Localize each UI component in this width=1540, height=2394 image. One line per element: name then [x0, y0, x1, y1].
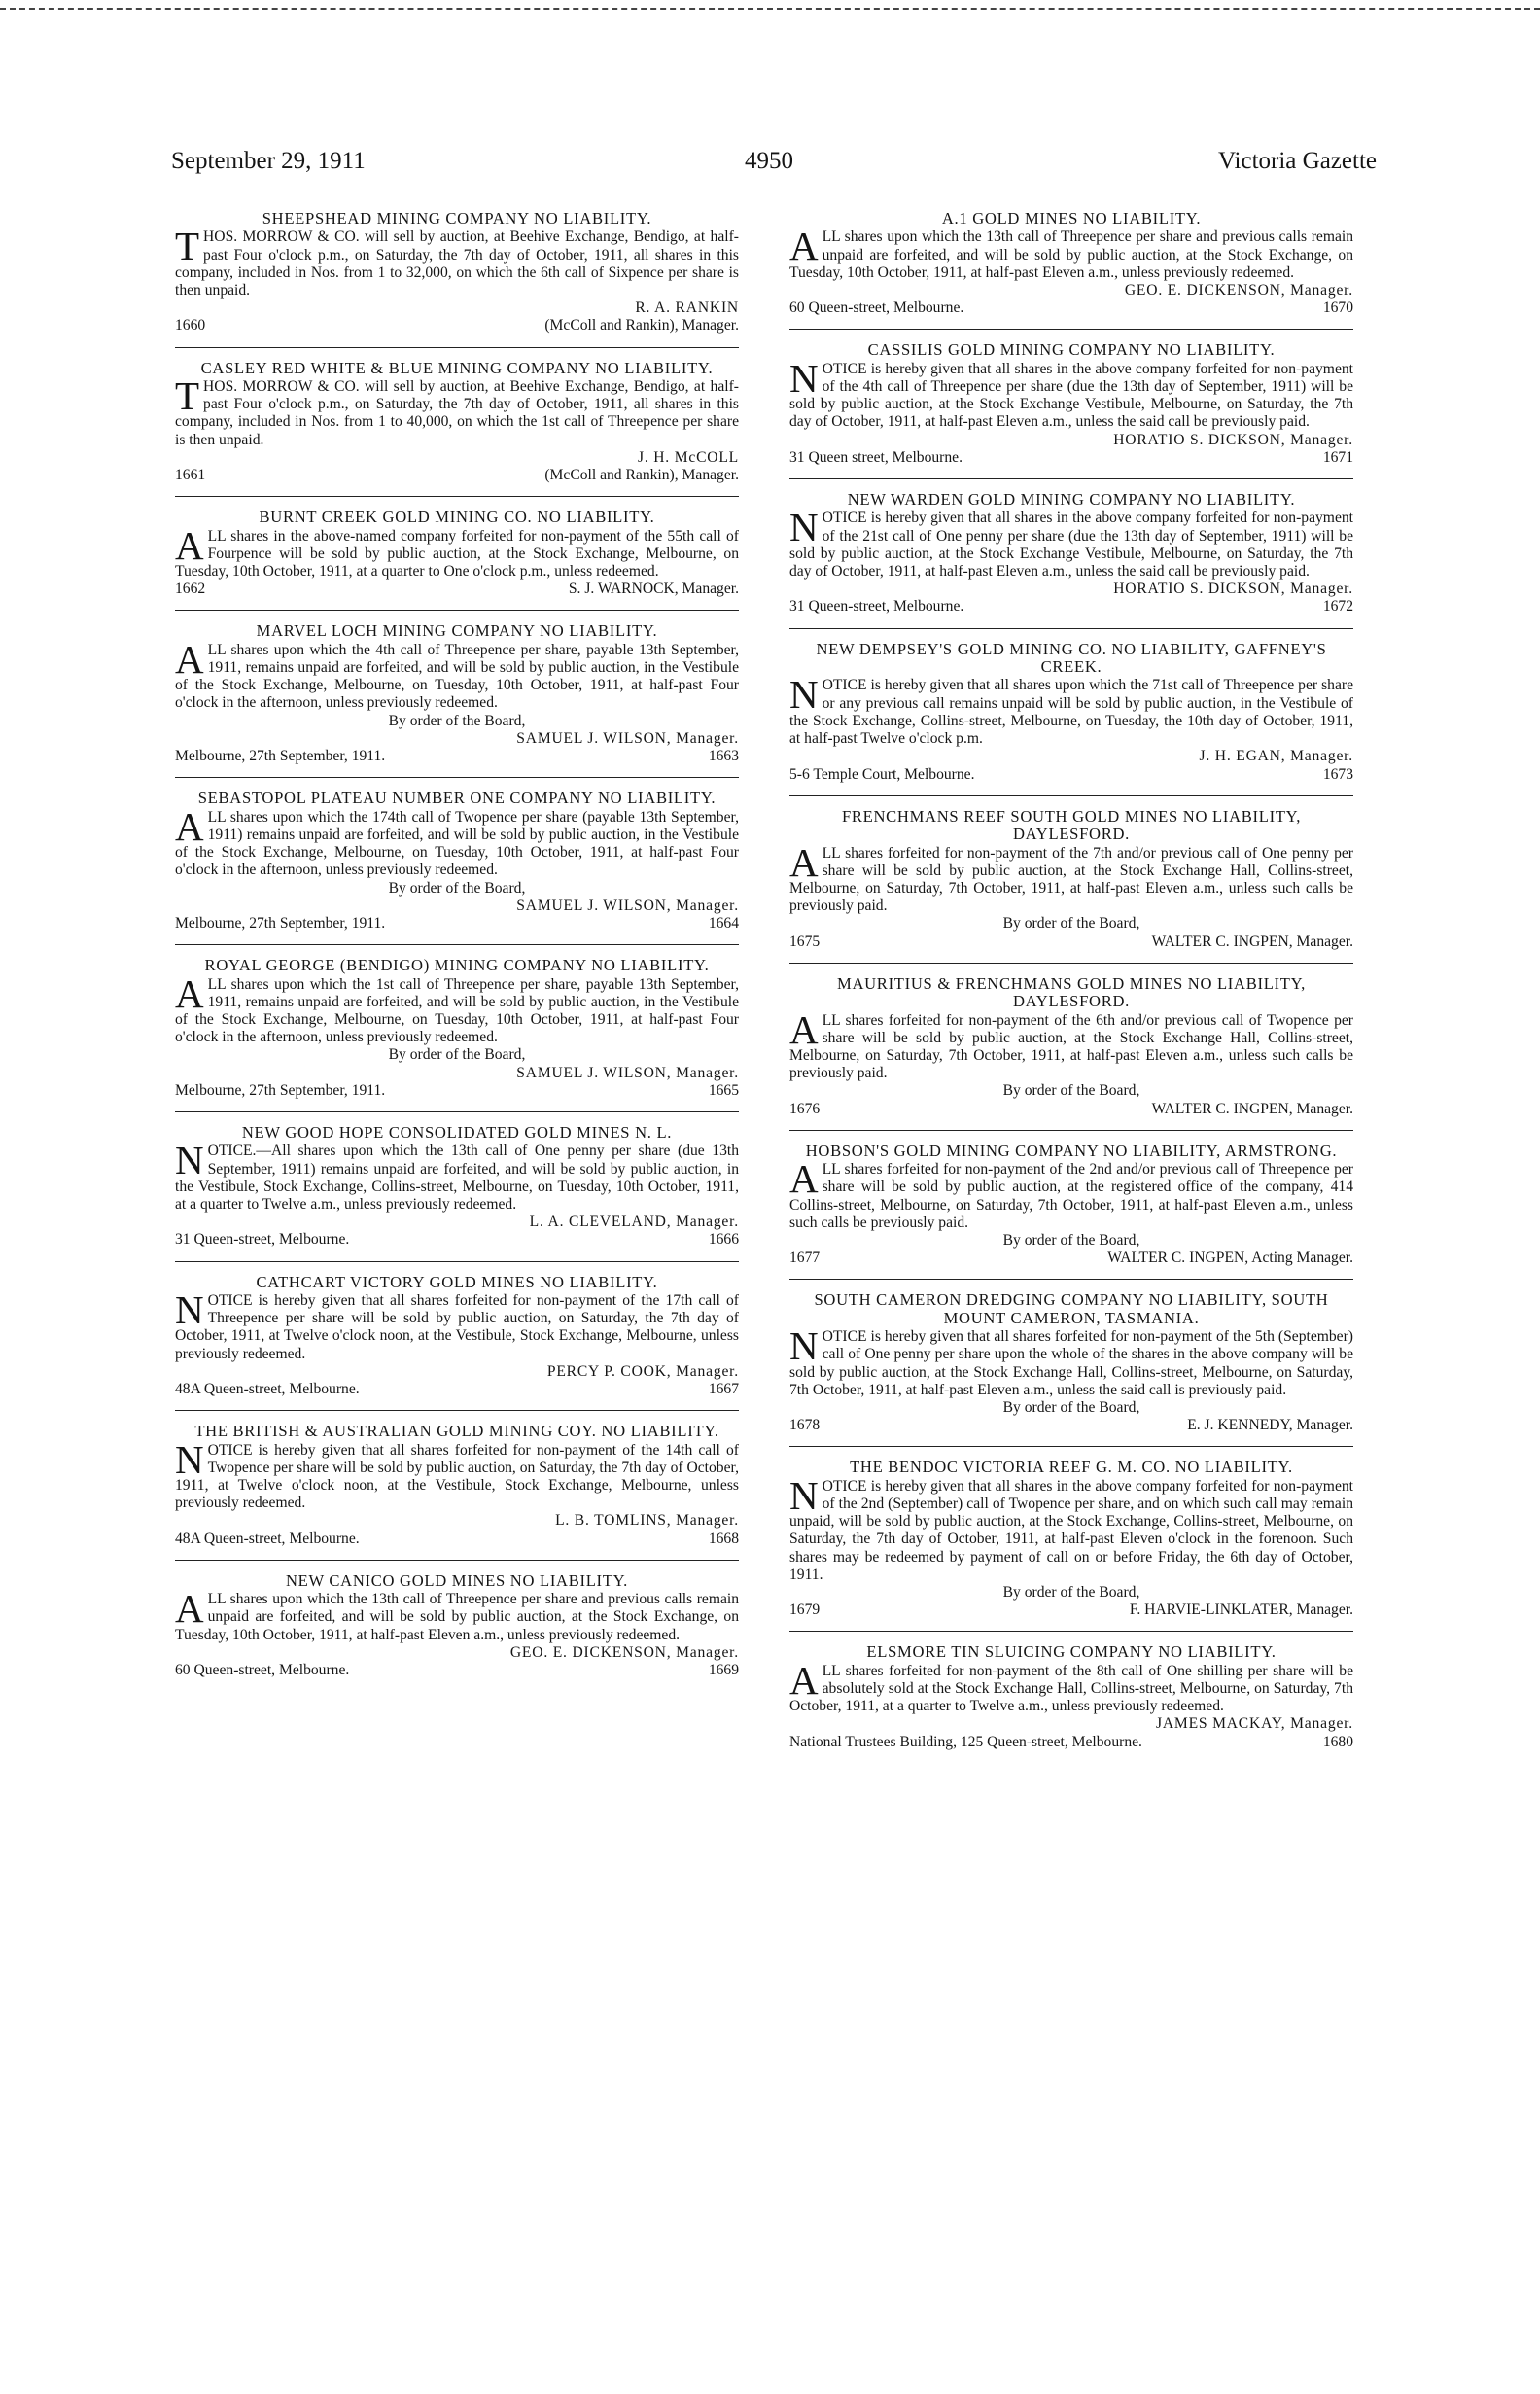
footer-text: 48A Queen-street, Melbourne.: [175, 1530, 360, 1547]
notice-footer: [175, 1662, 739, 1679]
notice-footer: [789, 933, 1353, 951]
notice-divider: [175, 944, 739, 945]
notice-divider: [789, 795, 1353, 796]
notice-divider: [175, 1560, 739, 1561]
signer-name: HORATIO S. DICKSON, Manager.: [1113, 431, 1353, 448]
by-order-line: By order of the Board,: [1002, 1399, 1140, 1417]
notice-divider: [175, 1111, 739, 1112]
notice-divider: [175, 347, 739, 348]
notice-footer: [175, 581, 739, 598]
notice-number: 1661: [175, 467, 206, 484]
notice: [175, 1423, 739, 1548]
notice-title: BURNT CREEK GOLD MINING CO. NO LIABILITY.: [259, 508, 655, 527]
page-header: [171, 148, 1377, 187]
notice: [789, 491, 1353, 616]
by-order-line: By order of the Board,: [388, 712, 526, 729]
notice-number: 1676: [789, 1100, 821, 1117]
notice-title: SHEEPSHEAD MINING COMPANY NO LIABILITY.: [262, 209, 652, 228]
by-order-line: By order of the Board,: [1002, 915, 1140, 933]
signature-line: [175, 730, 739, 748]
notice-title: ELSMORE TIN SLUICING COMPANY NO LIABILITY.: [866, 1642, 1277, 1662]
footer-text: WALTER C. INGPEN, Acting Manager.: [1107, 1250, 1353, 1267]
notice-body: ALL shares forfeited for non-payment of the 2nd and/or previous call of Threepence per share will be sold by public auction, at the registered office of the company, 414 Collins-street, Melbourne, on Saturday, 7th October, 1911, at half-past Eleven a.m., unless such calls be previously paid.: [789, 1156, 1353, 1231]
notice-footer: [789, 449, 1353, 467]
notice-divider: [175, 496, 739, 497]
notice-number: 1666: [708, 1231, 739, 1249]
footer-text: National Trustees Building, 125 Queen-street, Melbourne.: [789, 1733, 1142, 1750]
signer-name: GEO. E. DICKENSON, Manager.: [509, 1643, 739, 1661]
signer-name: R. A. RANKIN: [635, 299, 739, 317]
notice-body: ALL shares forfeited for non-payment of the 6th and/or previous call of Twopence per share will be sold by public auction, at the Stock Exchange Hall, Collins-street, Melbourne, on Saturday, 7th October, 1911, at half-past Eleven a.m., unless such calls be previously paid.: [789, 1006, 1353, 1082]
notice-footer: [789, 1101, 1353, 1118]
notice-body: ALL shares upon which the 13th call of Threepence per share and previous calls remain unpaid are forfeited, and will be sold by public auction, at the Stock Exchange, on Tuesday, 10th October, 1911, at half-past Eleven a.m., unless previously redeemed.: [789, 224, 1353, 281]
notice-divider: [789, 1279, 1353, 1280]
signer-name: J. H. EGAN, Manager.: [1199, 748, 1353, 765]
notice-title: THE BRITISH & AUSTRALIAN GOLD MINING COY. NO LIABILITY.: [194, 1422, 719, 1441]
notice-number: 1677: [789, 1250, 821, 1267]
signer-name: L. B. TOMLINS, Manager.: [555, 1512, 739, 1530]
signature-line: [789, 1715, 1353, 1733]
notice-number: 1662: [175, 581, 206, 598]
notice-body: THOS. MORROW & CO. will sell by auction, at Beehive Exchange, Bendigo, at half-past Four o'clock p.m., on Saturday, the 7th day of October, 1911, all shares in this company, included in Nos. from 1 to 32,000, on which the 6th call of Sixpence per share is then unpaid.: [175, 224, 739, 299]
signer-name: SAMUEL J. WILSON, Manager.: [516, 1064, 739, 1081]
notice-title: FRENCHMANS REEF SOUTH GOLD MINES NO LIABILITY, DAYLESFORD.: [841, 806, 1302, 844]
footer-text: Melbourne, 27th September, 1911.: [175, 914, 386, 932]
signature-line: [175, 1363, 739, 1381]
signature-line: [175, 299, 739, 317]
by-order-line: By order of the Board,: [388, 879, 526, 897]
notice: [789, 808, 1353, 951]
notice-divider: [789, 329, 1353, 330]
notice: [175, 957, 739, 1100]
signature-line: [175, 1065, 739, 1082]
notice: [789, 1459, 1353, 1619]
notice: [789, 1143, 1353, 1268]
notice-title: NEW WARDEN GOLD MINING COMPANY NO LIABILITY.: [847, 490, 1296, 510]
by-order-line: By order of the Board,: [388, 1046, 526, 1064]
notice: [789, 210, 1353, 317]
notice-title: CASLEY RED WHITE & BLUE MINING COMPANY NO LIABILITY.: [200, 358, 714, 377]
footer-text: 48A Queen-street, Melbourne.: [175, 1381, 360, 1397]
notice-footer: [789, 1250, 1353, 1267]
notice-body: ALL shares upon which the 4th call of Threepence per share, payable 13th September, 1911, remains unpaid are forfeited, and will be sold by public auction, in the Vestibule of the Stock Exchange, Melbourne, on Tuesday, 10th October, 1911, at half-past Four o'clock in the afternoon, unless previously redeemed.: [175, 636, 739, 712]
notice-number: 1675: [789, 933, 821, 950]
notice-footer: [175, 1231, 739, 1249]
footer-text: WALTER C. INGPEN, Manager.: [1151, 1100, 1353, 1117]
signature-line: [175, 449, 739, 467]
notice: [175, 509, 739, 598]
notice-number: 1673: [1322, 765, 1353, 783]
notice-body: NOTICE is hereby given that all shares forfeited for non-payment of the 17th call of Threepence per share will be sold by public auction, on Saturday, the 7th day of October, 1911, at Twelve o'clock noon, at the Vestibule, Stock Exchange, Melbourne, unless previously redeemed.: [175, 1286, 739, 1362]
notice-number: 1665: [708, 1081, 739, 1099]
top-perforation-line: [0, 8, 1540, 10]
notice-title: ROYAL GEORGE (BENDIGO) MINING COMPANY NO LIABILITY.: [204, 956, 710, 975]
notice: [789, 1643, 1353, 1750]
notice-number: 1679: [789, 1602, 821, 1619]
footer-text: 31 Queen-street, Melbourne.: [175, 1231, 350, 1249]
notice-number: 1680: [1322, 1733, 1353, 1750]
signature-line: [175, 1644, 739, 1662]
notice-number: 1669: [708, 1662, 739, 1679]
notice-footer: [789, 1734, 1353, 1751]
signer-name: PERCY P. COOK, Manager.: [546, 1362, 739, 1380]
signer-name: J. H. McCOLL: [637, 448, 739, 466]
notice-title: A.1 GOLD MINES NO LIABILITY.: [941, 209, 1202, 228]
notice-title: HOBSON'S GOLD MINING COMPANY NO LIABILITY, ARMSTRONG.: [805, 1141, 1338, 1160]
notice-number: 1678: [789, 1417, 821, 1434]
notice-footer: [175, 1531, 739, 1548]
notice-divider: [789, 1631, 1353, 1632]
notice-number: 1663: [708, 748, 739, 765]
notice-number: 1667: [708, 1381, 739, 1397]
notice-footer: [789, 1602, 1353, 1619]
notice-title: CATHCART VICTORY GOLD MINES NO LIABILITY.: [256, 1272, 658, 1291]
notice-number: 1670: [1322, 299, 1353, 317]
notice-number: 1671: [1322, 448, 1353, 466]
page-number: 4950: [745, 148, 793, 174]
notice-body: NOTICE.—All shares upon which the 13th call of One penny per share (due 13th September, 1911) remains unpaid are forfeited, and will be sold by public auction, in the Vestibule, Stock Exchange, Collins-street, Melbourne, on Tuesday, 10th October, 1911, at a quarter to Twelve a.m., unless previously redeemed.: [175, 1138, 739, 1213]
notice-divider: [175, 610, 739, 611]
notice-footer: [175, 748, 739, 765]
notice: [789, 641, 1353, 784]
issue-date: September 29, 1911: [171, 148, 366, 174]
notice-footer: [789, 766, 1353, 784]
notice: [175, 622, 739, 765]
notice-title: NEW CANICO GOLD MINES NO LIABILITY.: [285, 1570, 629, 1590]
footer-text: S. J. WARNOCK, Manager.: [568, 581, 739, 598]
signer-name: HORATIO S. DICKSON, Manager.: [1113, 581, 1353, 598]
notice: [175, 1274, 739, 1399]
notice-body: NOTICE is hereby given that all shares forfeited for non-payment of the 14th call of Twopence per share will be sold by public auction, on Saturday, the 7th day of October, 1911, at Twelve o'clock noon, at the Vestibule, Stock Exchange, Melbourne, unless previously redeemed.: [175, 1436, 739, 1512]
notice-number: 1664: [708, 914, 739, 932]
notice-body: NOTICE is hereby given that all shares in the above company forfeited for non-payment of the 4th call of Threepence per share (due the 13th day of September, 1911) will be sold by public auction, at the Stock Exchange Vestibule, Melbourne, on Saturday, the 7th day of October, 1911, at half-past Eleven a.m., unless the said call be previously paid.: [789, 355, 1353, 431]
footer-text: 31 Queen street, Melbourne.: [789, 448, 962, 466]
signature-line: [175, 1512, 739, 1530]
signature-line: [175, 898, 739, 915]
notice-footer: [175, 317, 739, 334]
right-column: [789, 210, 1353, 1761]
notice-divider: [789, 963, 1353, 964]
notice-body: NOTICE is hereby given that all shares in the above company forfeited for non-payment of the 21st call of One penny per share (due the 13th day of September, 1911) will be sold by public auction, at the Stock Exchange Vestibule, Melbourne, on Saturday, the 7th day of October, 1911, at half-past Eleven a.m., unless the said call be previously paid.: [789, 505, 1353, 581]
left-column: [175, 210, 739, 1689]
notice-title: SOUTH CAMERON DREDGING COMPANY NO LIABILITY, SOUTH MOUNT CAMERON, TASMANIA.: [814, 1290, 1329, 1327]
notice: [175, 790, 739, 933]
notice-body: ALL shares forfeited for non-payment of the 8th call of One shilling per share will be absolutely sold at the Stock Exchange Hall, Collins-street, Melbourne, on Saturday, 7th October, 1911, at a quarter to Twelve a.m., unless previously redeemed.: [789, 1657, 1353, 1715]
footer-text: Melbourne, 27th September, 1911.: [175, 1081, 386, 1099]
notice-body: ALL shares forfeited for non-payment of the 7th and/or previous call of One penny per share will be sold by public auction, at the Stock Exchange Hall, Collins-street, Melbourne, on Saturday, 7th October, 1911, at half-past Eleven a.m., unless such calls be previously paid.: [789, 839, 1353, 915]
signature-line: [175, 1214, 739, 1231]
notice-title: NEW DEMPSEY'S GOLD MINING CO. NO LIABILITY, GAFFNEY'S CREEK.: [816, 639, 1327, 677]
notice-footer: [789, 299, 1353, 317]
notice-divider: [789, 478, 1353, 479]
notice-footer: [789, 1417, 1353, 1434]
notice-body: ALL shares in the above-named company forfeited for non-payment of the 55th call of Fourpence will be sold by public auction, at the Stock Exchange, Melbourne, on Tuesday, 10th October, 1911, at a quarter to One o'clock p.m., unless redeemed.: [175, 522, 739, 581]
notice-body: NOTICE is hereby given that all shares upon which the 71st call of Threepence per share or any previous call remains unpaid will be sold by public auction, in the Vestibule of the Stock Exchange, Collins-street, Melbourne, on Tuesday, the 10th day of October, 1911, at half-past Twelve o'clock p.m.: [789, 672, 1353, 748]
by-order-line: By order of the Board,: [1002, 1231, 1140, 1249]
notice-number: 1660: [175, 317, 206, 334]
notice-title: MAURITIUS & FRENCHMANS GOLD MINES NO LIABILITY, DAYLESFORD.: [836, 973, 1307, 1011]
notice: [175, 1572, 739, 1679]
notice-body: ALL shares upon which the 1st call of Threepence per share, payable 13th September, 1911, remains unpaid are forfeited, and will be sold by public auction, in the Vestibule of the Stock Exchange, Melbourne, on Tuesday, 10th October, 1911, at half-past Four o'clock in the afternoon, unless previously redeemed.: [175, 970, 739, 1046]
signer-name: SAMUEL J. WILSON, Manager.: [516, 729, 739, 747]
notice: [175, 360, 739, 485]
notice-body: NOTICE is hereby given that all shares forfeited for non-payment of the 5th (September) call of One penny per share upon the whole of the shares in the above company will be sold by public auction, at the Stock Exchange Hall, Collins-street, Melbourne, on Saturday, 7th October, 1911, at half-past Eleven a.m., unless the said call is previously paid.: [789, 1323, 1353, 1398]
notice-footer: [175, 1082, 739, 1100]
notice-body: ALL shares upon which the 13th call of Threepence per share and previous calls remain unpaid are forfeited, and will be sold by public auction, at the Stock Exchange, on Tuesday, 10th October, 1911, at half-past Eleven a.m., unless previously redeemed.: [175, 1586, 739, 1643]
footer-text: (McColl and Rankin), Manager.: [544, 467, 739, 484]
gazette-title: Victoria Gazette: [1218, 148, 1377, 174]
signer-name: GEO. E. DICKENSON, Manager.: [1124, 282, 1353, 299]
notice-title: SEBASTOPOL PLATEAU NUMBER ONE COMPANY NO LIABILITY.: [197, 789, 717, 808]
signature-line: [789, 581, 1353, 598]
signer-name: SAMUEL J. WILSON, Manager.: [516, 897, 739, 914]
footer-text: F. HARVIE-LINKLATER, Manager.: [1129, 1602, 1353, 1619]
notice-footer: [175, 467, 739, 484]
notice-divider: [789, 628, 1353, 629]
notice-title: MARVEL LOCH MINING COMPANY NO LIABILITY.: [256, 621, 658, 641]
signer-name: L. A. CLEVELAND, Manager.: [529, 1214, 739, 1231]
notice-title: CASSILIS GOLD MINING COMPANY NO LIABILITY.: [867, 340, 1276, 360]
notice-title: THE BENDOC VICTORIA REEF G. M. CO. NO LIABILITY.: [850, 1458, 1293, 1477]
by-order-line: By order of the Board,: [1002, 1082, 1140, 1100]
notice: [789, 1291, 1353, 1434]
signature-line: [789, 748, 1353, 765]
notice-divider: [789, 1130, 1353, 1131]
notice-footer: [789, 598, 1353, 616]
notice-body: ALL shares upon which the 174th call of Twopence per share (payable 13th September, 1911) remains unpaid are forfeited, and will be sold by public auction, in the Vestibule of the Stock Exchange, Melbourne, on Tuesday, 10th October, 1911, at half-past Four o'clock in the afternoon, unless previously redeemed.: [175, 803, 739, 879]
footer-text: WALTER C. INGPEN, Manager.: [1151, 933, 1353, 950]
notice-footer: [175, 1381, 739, 1398]
notice-body: NOTICE is hereby given that all shares in the above company forfeited for non-payment of the 2nd (September) call of Twopence per share, and on which such call may remain unpaid, will be sold by public auction, at the Stock Exchange, Collins-street, Melbourne, on Saturday, the 7th day of October, 1911, at half-past Eleven o'clock in the forenoon. Such shares may be redeemed by payment of call on or before Friday, the 6th day of October, 1911.: [789, 1472, 1353, 1583]
notice-divider: [789, 1446, 1353, 1447]
footer-text: E. J. KENNEDY, Manager.: [1187, 1417, 1353, 1434]
notice-number: 1672: [1322, 598, 1353, 616]
footer-text: 60 Queen-street, Melbourne.: [789, 299, 964, 317]
notice-body: THOS. MORROW & CO. will sell by auction, at Beehive Exchange, Bendigo, at half-past Four o'clock p.m., on Saturday, the 7th day of October, 1911, all shares in this company, included in Nos. from 1 to 40,000, on which the 1st call of Threepence per share is then unpaid.: [175, 373, 739, 448]
notice-footer: [175, 915, 739, 933]
notice-number: 1668: [708, 1530, 739, 1547]
by-order-line: By order of the Board,: [1002, 1584, 1140, 1602]
notice-title: NEW GOOD HOPE CONSOLIDATED GOLD MINES N. L.: [241, 1122, 673, 1142]
footer-text: 60 Queen-street, Melbourne.: [175, 1662, 350, 1679]
signer-name: JAMES MACKAY, Manager.: [1155, 1715, 1353, 1733]
notice-divider: [175, 1261, 739, 1262]
notice-divider: [175, 1410, 739, 1411]
footer-text: 5-6 Temple Court, Melbourne.: [789, 765, 975, 783]
notice: [789, 975, 1353, 1118]
signature-line: [789, 282, 1353, 299]
footer-text: (McColl and Rankin), Manager.: [544, 317, 739, 334]
notice: [175, 1124, 739, 1250]
footer-text: 31 Queen-street, Melbourne.: [789, 598, 964, 616]
signature-line: [789, 432, 1353, 449]
notice: [175, 210, 739, 335]
notice-divider: [175, 777, 739, 778]
footer-text: Melbourne, 27th September, 1911.: [175, 748, 386, 765]
notice: [789, 341, 1353, 467]
